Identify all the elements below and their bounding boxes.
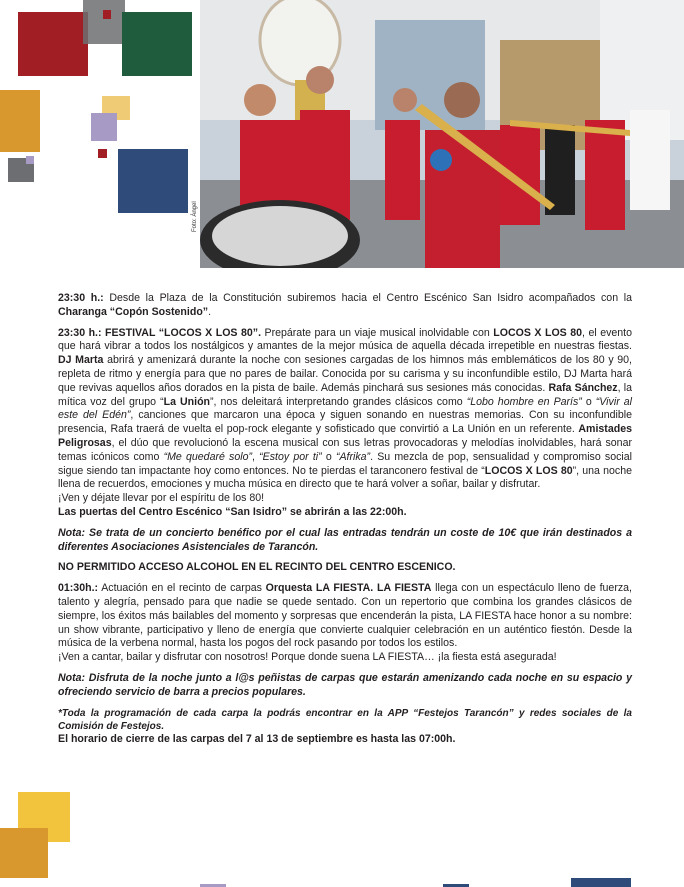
photo-credit: Foto: Ángel — [192, 201, 198, 232]
program-text — [58, 292, 632, 746]
deco-square — [0, 828, 48, 878]
paragraph-charanga: 23:30 h.: Desde la Plaza de la Constitución subiremos hacia el Centro Escénico San Isidro acompañados con la Charanga “Copón Sostenido”. — [58, 292, 633, 318]
band-photo — [200, 0, 684, 268]
alcohol-warning: NO PERMITIDO ACCESO ALCOHOL EN EL RECINTO DEL CENTRO ESCENICO. — [58, 561, 456, 574]
deco-square — [18, 12, 88, 76]
paragraph-fiesta: ¡Ven a cantar, bailar y disfrutar con nosotros! Porque donde suena LA FIESTA… ¡la fiesta está asegurada! — [58, 651, 557, 664]
note-app: *Toda la programación de cada carpa la podrás encontrar en la APP “Festejos Tarancón” y redes sociales de la Comisión de Festejos. — [58, 707, 632, 732]
note-carpas: Nota: Disfruta de la noche junto a l@s peñistas de carpas que estarán amenizando cada noche en su espacio y ofreciendo servicio de barra a precios populares. — [58, 671, 632, 698]
closing-hours: El horario de cierre de las carpas del 7 al 13 de septiembre es hasta las 07:00h. — [58, 732, 456, 745]
deco-square — [571, 878, 631, 887]
deco-square — [103, 10, 111, 19]
paragraph-doors: Las puertas del Centro Escénico “San Isidro” se abrirán a las 22:00h. — [58, 505, 407, 518]
paragraph-orquesta: 01:30h.: Actuación en el recinto de carpas Orquesta LA FIESTA. LA FIESTA llega con un espectáculo lleno de fuerza, talento y alegría, pensado para que nadie se quede sentado. Con un repertorio que combina los grandes clásicos de siempre, los éxitos más bailables del momento y sorpresas que encenderán la pista, LA FIESTA hace honor a su nombre: un show vibrante, participativo y lleno de energía que convierte cualquier celebración en un auténtico fiestón. Desde la música de la verbena normal, hasta los pogos del rock pasando por todos los estilos. — [58, 582, 632, 650]
deco-square — [98, 149, 107, 158]
deco-square — [26, 156, 34, 164]
deco-square — [118, 149, 188, 213]
deco-square — [91, 113, 117, 141]
deco-square — [0, 90, 40, 152]
deco-square — [122, 12, 192, 76]
note-charity: Nota: Se trata de un concierto benéfico por el cual las entradas tendrán un coste de 10€ que irán destinados a diferentes Asociaciones Asistenciales de Tarancón. — [58, 526, 632, 553]
paragraph-invite: ¡Ven y déjate llevar por el espíritu de los 80! — [58, 492, 265, 505]
deco-square — [83, 0, 125, 44]
paragraph-festival: 23:30 h.: FESTIVAL “LOCOS X LOS 80”. Prepárate para un viaje musical inolvidable con LOCOS X LOS 80, el evento que hará vibrar a todos los nostálgicos y amantes de la mejor música de aquella década irrepetible en nuestras fiestas. DJ Marta abrirá y amenizará durante la noche con sesiones cargadas de los himnos más emblemáticos de los 80 y 90, repleta de ritmo y energía para que no pares de bailar. Conocida por su carisma y su inconfundible estilo, DJ Marta hará que revivas aquellos años dorados en la pista de baile. Además pinchará sus sesiones más conocidas. Rafa Sánchez, la mítica voz del grupo “La Unión”, nos deleitará interpretando grandes clásicos como “Lobo hombre en París” o “Vivir al este del Edén”, canciones que marcaron una época y siguen sonando en nuestras memorias. Con su inconfundible presencia, Rafa traerá de vuelta el pop-rock elegante y sofisticado que convirtió a La Unión en un referente. Amistades Peligrosas, el dúo que revolucionó la escena musical con sus letras provocadoras y melodías inolvidables, hará sonar temas icónicos como “Me quedaré solo”, “Estoy por ti” o “Afrika”. Su mezcla de pop, sensualidad y compromiso social sigue siendo tan impactante hoy como entonces. No te pierdas el taranconero festival de “LOCOS X LOS 80”, una noche llena de recuerdos, emociones y mucha música en directo que te hará volver a soñar, bailar y disfrutar. — [58, 326, 633, 491]
